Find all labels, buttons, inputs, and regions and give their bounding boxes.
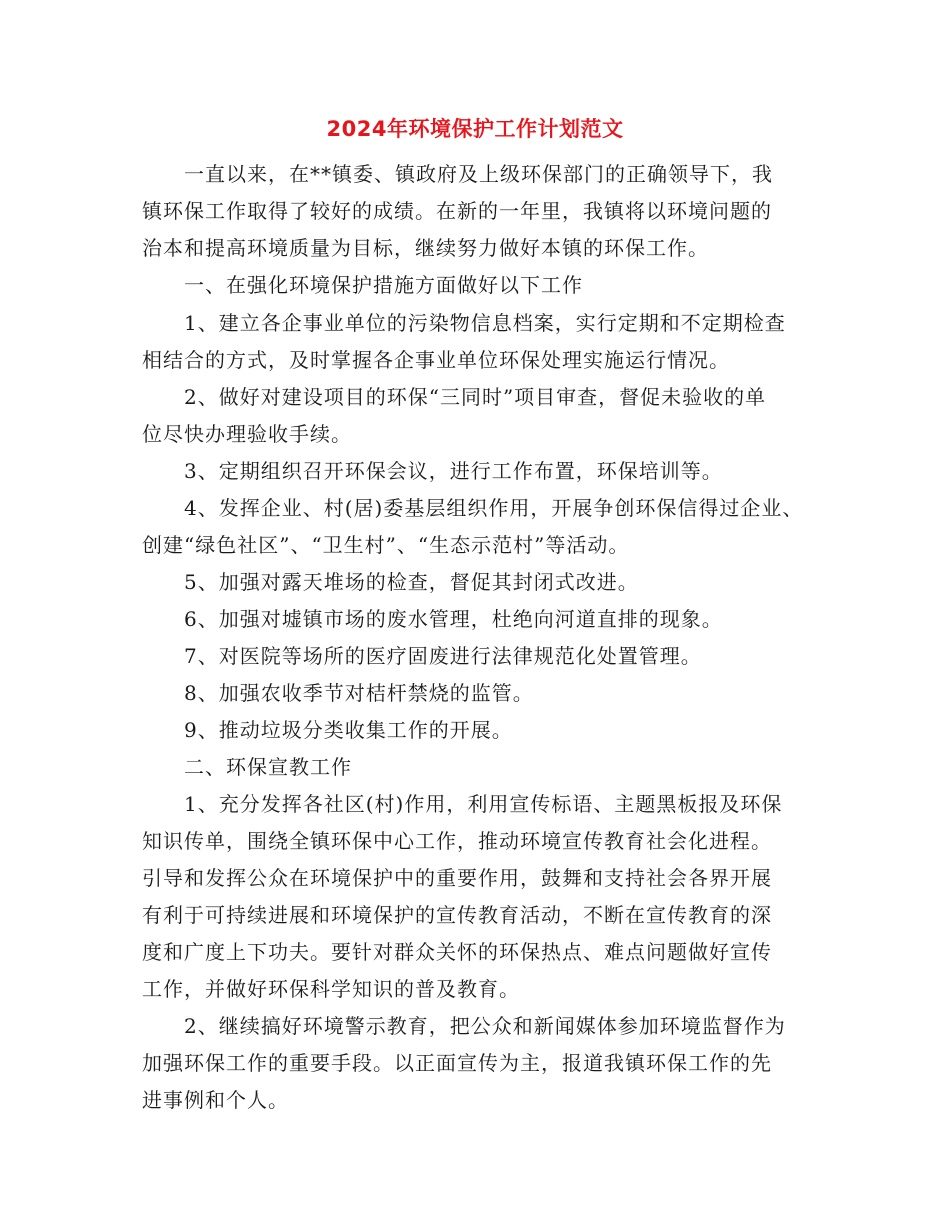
text-line: 有利于可持续进展和环境保护的宣传教育活动，不断在宣传教育的深 [142, 903, 772, 927]
text-line: 2、做好对建设项目的环保“三同时”项目审查，督促未验收的单 [184, 385, 767, 409]
text-line: 工作，并做好环保科学知识的普及教育。 [142, 977, 520, 1001]
text-line: 6、加强对墟镇市场的废水管理，杜绝向河道直排的现象。 [184, 607, 723, 631]
document-title: 2024年环境保护工作计划范文 [326, 117, 624, 141]
text-line: 进事例和个人。 [142, 1088, 289, 1112]
text-line: 9、推动垃圾分类收集工作的开展。 [184, 718, 513, 742]
text-line: 5、加强对露天堆场的检查，督促其封闭式改进。 [184, 570, 639, 594]
section-heading: 一、在强化环境保护措施方面做好以下工作 [184, 273, 583, 297]
text-line: 度和广度上下功夫。要针对群众关怀的环保热点、难点问题做好宣传 [142, 940, 772, 964]
text-line: 相结合的方式，及时掌握各企事业单位环保处理实施运行情况。 [142, 348, 730, 372]
text-line: 1、充分发挥各社区(村)作用，利用宣传标语、主题黑板报及环保 [184, 792, 783, 816]
text-line: 一直以来，在**镇委、镇政府及上级环保部门的正确领导下，我 [184, 162, 773, 186]
section-heading: 二、环保宣教工作 [184, 755, 352, 779]
text-line: 2、继续搞好环境警示教育，把公众和新闻媒体参加环境监督作为 [184, 1014, 786, 1038]
text-line: 7、对医院等场所的医疗固废进行法律规范化处置管理。 [184, 644, 702, 668]
text-line: 引导和发挥公众在环境保护中的重要作用，鼓舞和支持社会各界开展 [142, 866, 772, 890]
text-line: 3、定期组织召开环保会议，进行工作布置，环保培训等。 [184, 459, 723, 483]
text-line: 治本和提高环境质量为目标，继续努力做好本镇的环保工作。 [142, 236, 709, 260]
text-line: 4、发挥企业、村(居)委基层组织作用，开展争创环保信得过企业、 [184, 496, 804, 520]
text-line: 1、建立各企事业单位的污染物信息档案，实行定期和不定期检查 [184, 311, 786, 335]
text-line: 8、加强农收季节对桔杆禁烧的监管。 [184, 681, 534, 705]
text-line: 创建“绿色社区”、“卫生村”、“生态示范村”等活动。 [142, 533, 630, 557]
text-line: 位尽快办理验收手续。 [142, 422, 352, 446]
text-line: 加强环保工作的重要手段。以正面宣传为主，报道我镇环保工作的先 [142, 1051, 772, 1075]
text-line: 知识传单，围绕全镇环保中心工作，推动环境宣传教育社会化进程。 [142, 829, 772, 853]
text-line: 镇环保工作取得了较好的成绩。在新的一年里，我镇将以环境问题的 [142, 199, 772, 223]
